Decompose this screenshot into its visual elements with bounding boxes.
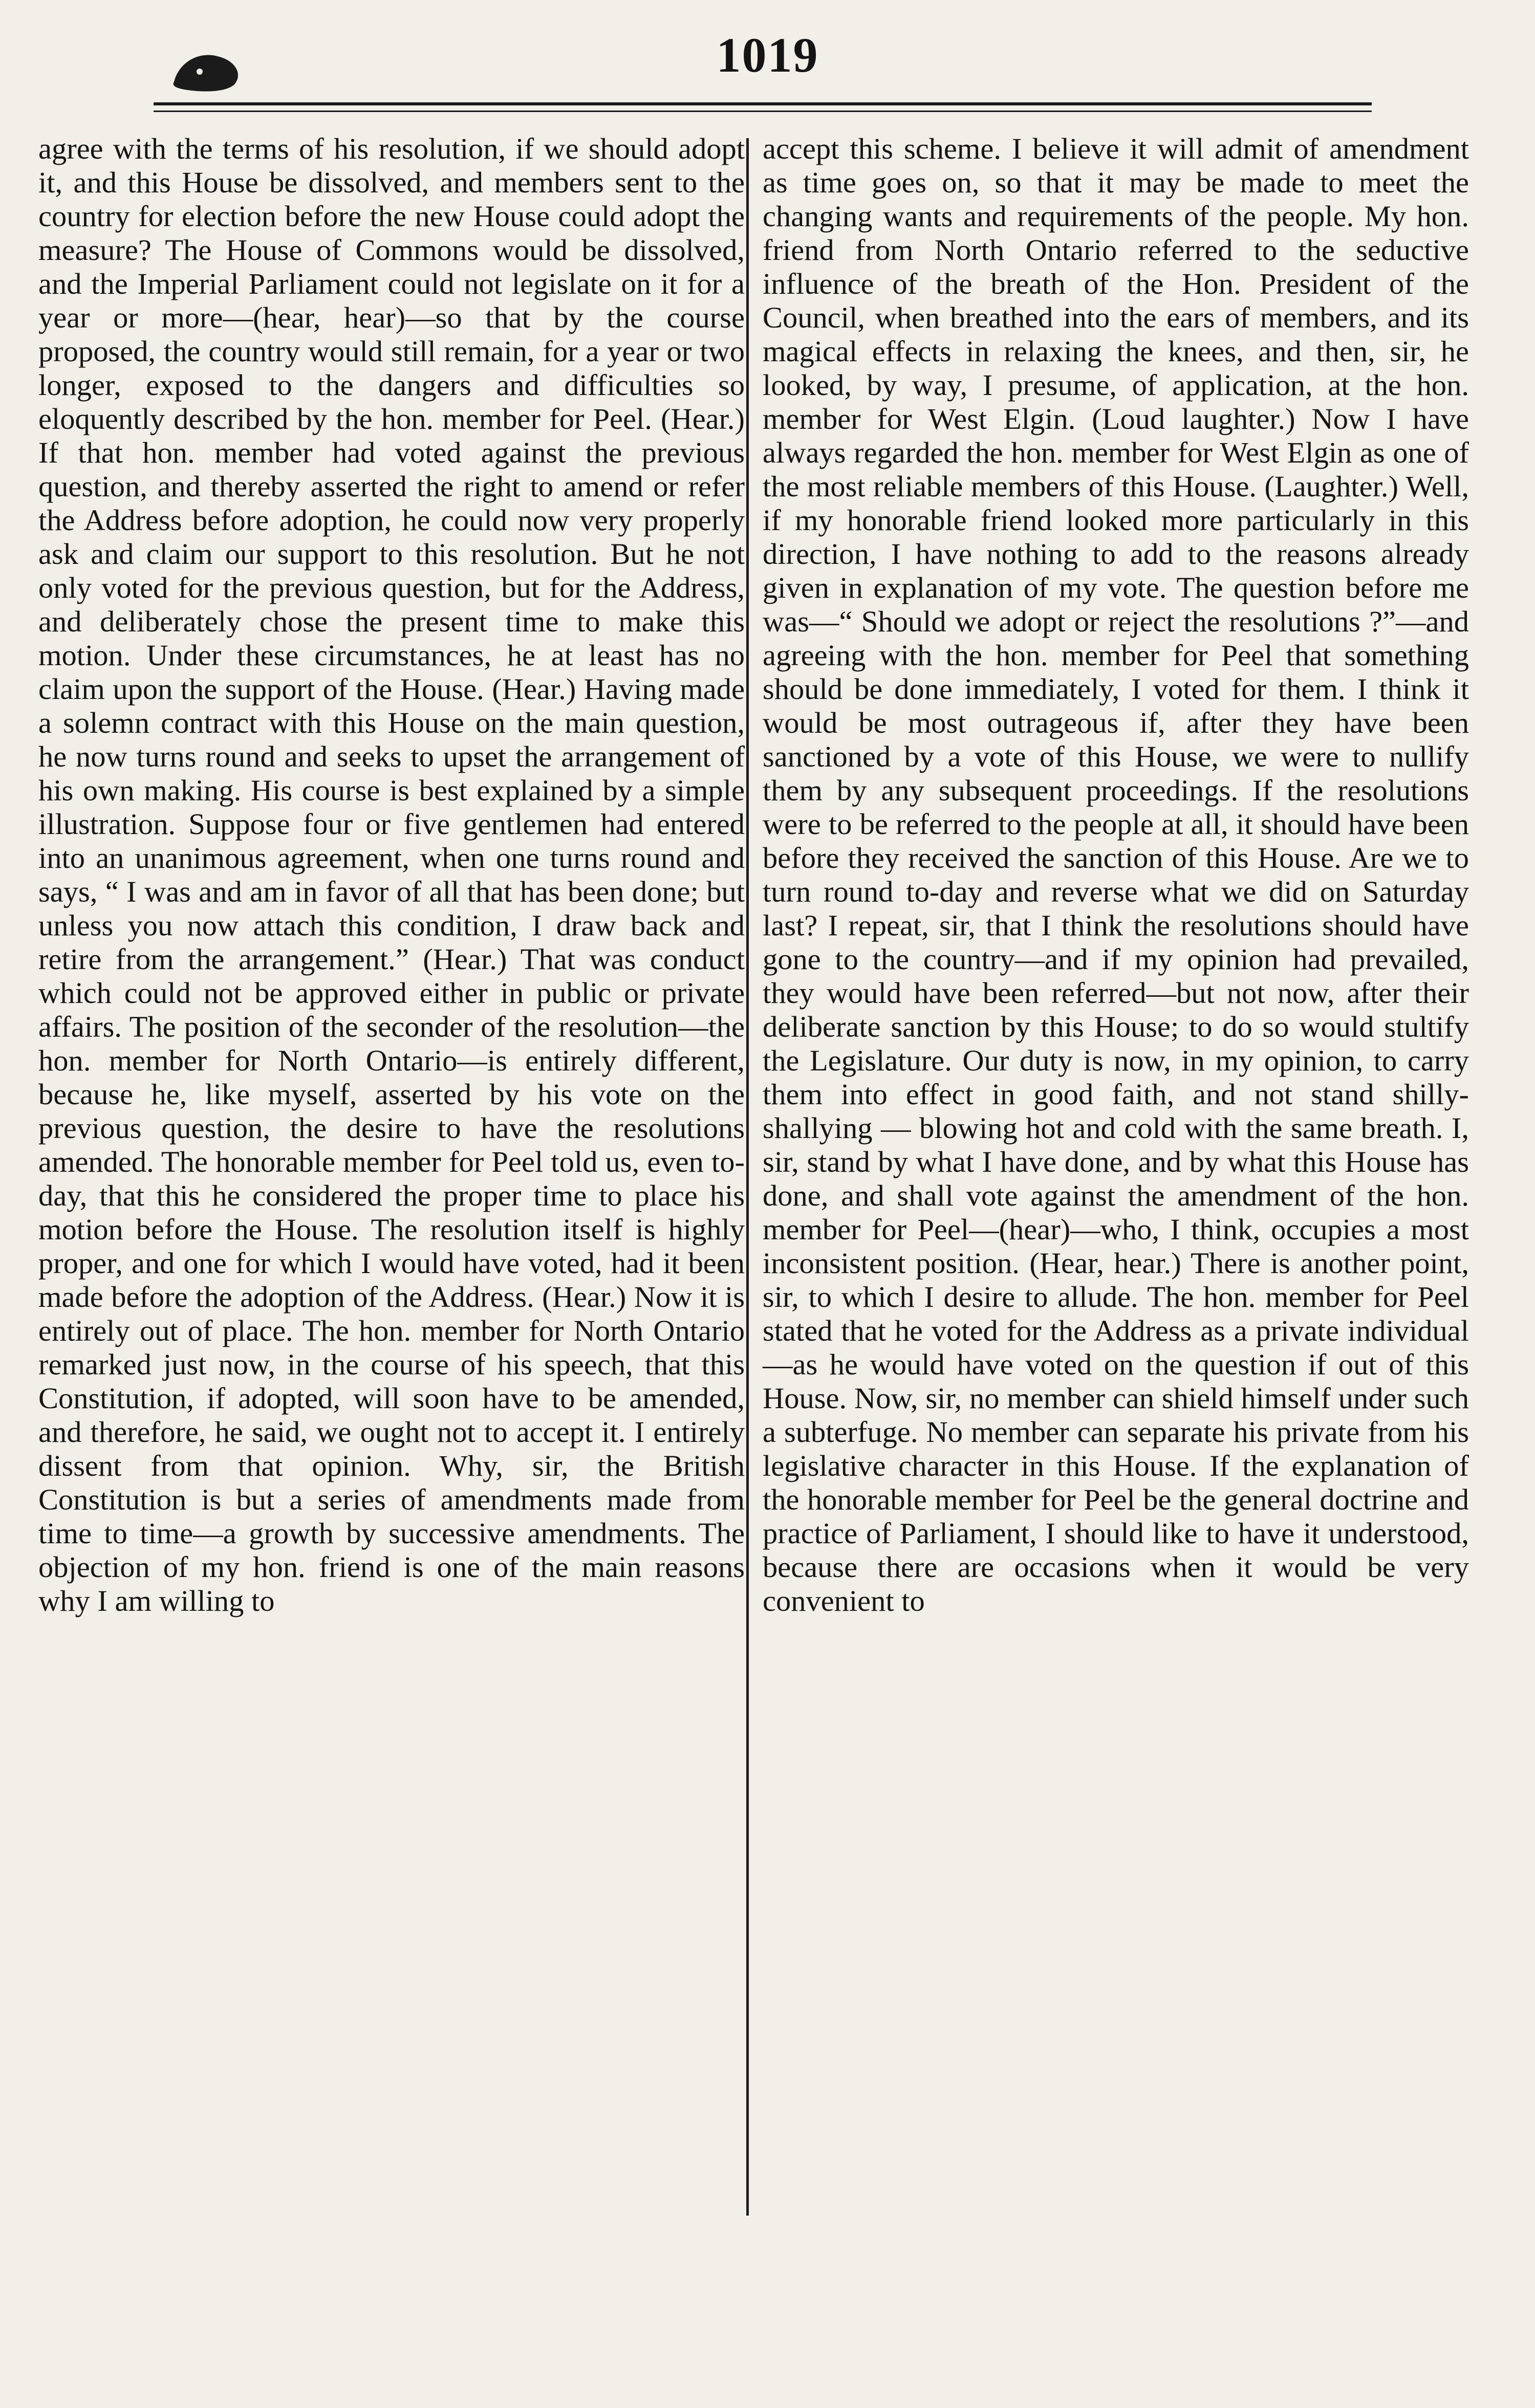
header-rule-thin (154, 111, 1372, 112)
right-column-text: accept this scheme. I believe it will admit of amendment as time goes on, so that it may be made to meet the changing wants and requirements of the people. My hon. friend from North Ontario referred to the seductive influence of the breath of the Hon. President of the Council, when breathed into the ears of members, and its magical effects in relaxing the knees, and then, sir, he looked, by way, I presume, of application, at the hon. member for West Elgin. (Loud laughter.) Now I have always regarded the hon. member for West Elgin as one of the most reliable members of this House. (Laughter.) Well, if my honorable friend looked more particularly in this direction, I have nothing to add to the reasons already given in explanation of my vote. The question before me was—“ Should we adopt or reject the resolutions ?”—and agreeing with the hon. member for Peel that something should be done immediately, I voted for them. I think it would be most outrageous if, after they have been sanctioned by a vote of this House, we were to nullify them by any subsequent proceedings. If the resolutions were to be referred to the people at all, it should have been before they received the sanction of this House. Are we to turn round to-day and reverse what we did on Saturday last? I repeat, sir, that I think the resolutions should have gone to the country—and if my opinion had prevailed, they would have been referred—but not now, after their deliberate sanction by this House; to do so would stultify the Legislature. Our duty is now, in my opinion, to carry them into effect in good faith, and not stand shilly-shallying — blowing hot and cold with the same breath. I, sir, stand by what I have done, and by what this House has done, and shall vote against the amendment of the hon. member for Peel—(hear)—who, I think, occupies a most inconsistent position. (Hear, hear.) There is another point, sir, to which I desire to allude. The hon. member for Peel stated that he voted for the Address as a private individual—as he would have voted on the question if out of this House. Now, sir, no member can shield himself under such a subterfuge. No member can separate his private from his legislative character in this House. If the explanation of the honorable member for Peel be the general doctrine and practice of Parliament, I should like to have it understood, because there are occasions when it would be very convenient to (763, 132, 1469, 1617)
right-column (763, 132, 1469, 1618)
header-rule-thick (154, 102, 1372, 105)
left-column-text: agree with the terms of his resolution, if we should adopt it, and this House be dissolved, and members sent to the country for election before the new House could adopt the measure? The House of Commons would be dissolved, and the Imperial Parliament could not legislate on it for a year or more—(hear, hear)—so that by the course proposed, the country would still remain, for a year or two longer, exposed to the dangers and difficulties so eloquently described by the hon. member for Peel. (Hear.) If that hon. member had voted against the previous question, and thereby asserted the right to amend or refer the Address before adoption, he could now very properly ask and claim our support to this resolution. But he not only voted for the previous question, but for the Address, and deliberately chose the present time to make this motion. Under these circumstances, he at least has no claim upon the support of the House. (Hear.) Having made a solemn contract with this House on the main question, he now turns round and seeks to upset the arrangement of his own making. His course is best explained by a simple illustration. Suppose four or five gentlemen had entered into an unanimous agreement, when one turns round and says, “ I was and am in favor of all that has been done; but unless you now attach this condition, I draw back and retire from the arrangement.” (Hear.) That was conduct which could not be approved either in public or private affairs. The position of the seconder of the resolution—the hon. member for North Ontario—is entirely different, because he, like myself, asserted by his vote on the previous question, the desire to have the resolutions amended. The honorable member for Peel told us, even to-day, that this he considered the proper time to place his motion before the House. The resolution itself is highly proper, and one for which I would have voted, had it been made before the adoption of the Address. (Hear.) Now it is entirely out of place. The hon. member for North Ontario remarked just now, in the course of his speech, that this Constitution, if adopted, will soon have to be amended, and therefore, he said, we ought not to accept it. I entirely dissent from that opinion. Why, sir, the British Constitution is but a series of amendments made from time to time—a growth by successive amendments. The objection of my hon. friend is one of the main reasons why I am willing to (38, 132, 745, 1617)
column-divider (746, 138, 749, 2216)
left-column (38, 132, 745, 1618)
page-number: 1019 (716, 28, 819, 82)
